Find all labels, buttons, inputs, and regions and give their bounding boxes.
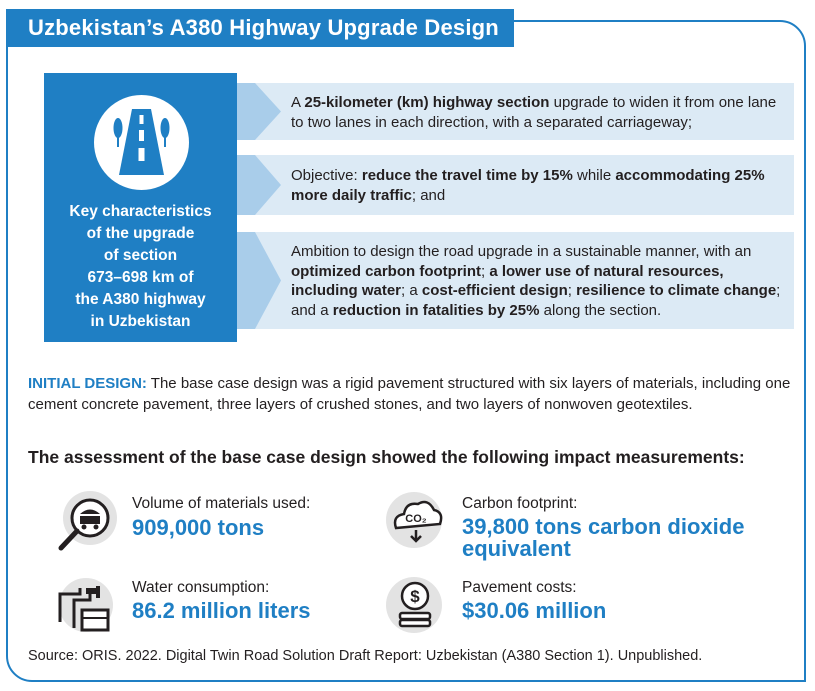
chevron-arrow-icon [237,83,281,140]
metric-water [52,572,372,647]
key-line: Key characteristics [69,203,212,220]
characteristic-text [291,166,786,205]
metric-label: Volume of materials used: [132,495,311,512]
characteristic-text [291,93,786,132]
coins-dollar-icon [382,572,454,644]
text-run: ; [567,282,577,299]
key-line: the A380 highway [75,291,206,308]
text-run: while [572,167,616,184]
metric-label: Carbon footprint: [462,495,578,512]
initial-design-text: The base case design was a rigid pavement structured with six layers of materials, including one cement concrete pavement, three layers of crushed stones, and two layers of nonwoven geotextiles. [28,375,791,413]
highway-road-icon [94,95,189,190]
initial-design-lead: INITIAL DESIGN: [28,375,147,392]
key-line: 673–698 km of [87,269,194,286]
text-run: ; and a [291,282,781,319]
text-run: along the section. [539,301,662,319]
text-bold: resilience to climate change [576,282,777,299]
chevron-arrow-icon [237,232,281,329]
metric-value-line-2: equivalent [462,536,571,561]
metric-label: Water consumption: [132,579,270,596]
initial-design-paragraph [28,373,798,415]
text-run: ; [480,262,490,280]
infographic-title: Uzbekistan’s A380 Highway Upgrade Design [6,9,514,47]
characteristic-row-3 [237,232,794,329]
text-bold: reduction in fatalities by 25% [332,301,540,319]
metric-value: 909,000 tons [132,515,265,540]
text-bold: cost-efficient design [421,282,568,299]
text-run: upgrade to widen it from one lane to two lanes in each direction, with a separated carriageway; [291,94,777,131]
chevron-arrow-icon [237,155,281,215]
text-run: ; a [401,282,422,299]
characteristic-row-2 [237,155,794,215]
metric-label: Pavement costs: [462,579,577,596]
source-note: Source: ORIS. 2022. Digital Twin Road Solution Draft Report: Uzbekistan (A380 Section 1). Unpublished. [28,648,703,664]
characteristic-row-1 [237,83,794,140]
key-line: of section [103,247,178,264]
key-line: of the upgrade [86,225,195,242]
characteristic-text [291,242,786,320]
co2-cloud-icon [382,488,454,560]
materials-magnifier-icon [52,488,124,560]
metric-value: 86.2 million liters [132,598,311,623]
dollar-symbol: $ [410,587,420,606]
metric-carbon [382,488,792,568]
metric-materials [52,488,372,563]
key-characteristics-text [44,201,237,333]
key-characteristics-box [44,73,237,342]
text-bold: a lower use of natural resources, including water [291,262,724,299]
text-bold: accommodating 25% more daily traffic [291,167,765,204]
metric-value: $30.06 million [462,598,607,623]
key-line: in Uzbekistan [90,313,191,330]
text-run: ; and [411,186,446,204]
metric-value-line-1: 39,800 tons carbon dioxide [462,514,745,539]
water-tap-icon [52,572,124,644]
text-bold: optimized carbon footprint [291,262,481,280]
text-bold: 25-kilometer (km) highway section [304,94,550,111]
text-run: Objective: [291,167,362,184]
text-run: A [291,94,305,111]
metric-costs [382,572,702,647]
assessment-heading: The assessment of the base case design showed the following impact measurements: [28,447,745,467]
text-bold: reduce the travel time by 15% [361,167,573,184]
text-run: Ambition to design the road upgrade in a sustainable manner, with an [291,243,752,260]
co2-text: CO₂ [405,513,427,525]
